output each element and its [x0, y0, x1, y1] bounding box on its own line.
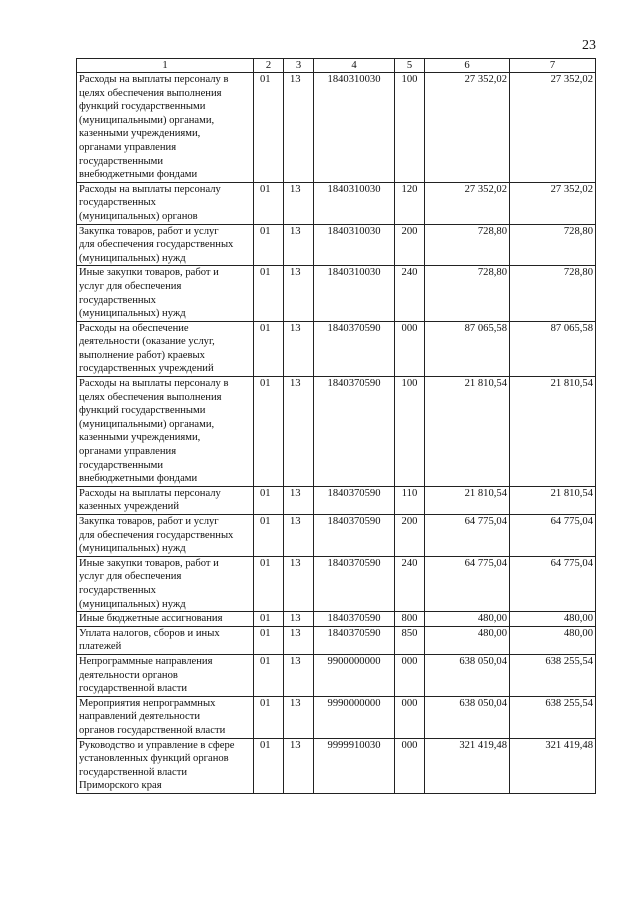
row-name	[77, 626, 254, 654]
row-name-line: функций государственными	[79, 405, 206, 417]
subsection-code: 13	[284, 556, 314, 611]
section-code: 01	[254, 266, 284, 321]
table-row	[77, 515, 596, 557]
row-name-line: (муниципальных) нужд	[79, 308, 186, 320]
subsection-code: 13	[284, 266, 314, 321]
header-col-7: 7	[510, 59, 596, 73]
row-name	[77, 377, 254, 487]
section-code: 01	[254, 654, 284, 696]
table-row	[77, 266, 596, 321]
row-name	[77, 654, 254, 696]
amount-col-7: 27 352,02	[510, 182, 596, 224]
amount-col-7: 638 255,54	[510, 696, 596, 738]
subsection-code: 13	[284, 738, 314, 793]
section-code: 01	[254, 738, 284, 793]
amount-col-7: 728,80	[510, 224, 596, 266]
subsection-code: 13	[284, 377, 314, 487]
expense-type-code: 200	[395, 224, 425, 266]
row-name-line: установленных функций органов	[79, 753, 229, 765]
target-article-code: 1840310030	[314, 224, 395, 266]
row-name	[77, 321, 254, 376]
header-col-4: 4	[314, 59, 395, 73]
subsection-code: 13	[284, 654, 314, 696]
section-code: 01	[254, 321, 284, 376]
section-code: 01	[254, 696, 284, 738]
expense-type-code: 120	[395, 182, 425, 224]
amount-col-7: 21 810,54	[510, 377, 596, 487]
section-code: 01	[254, 377, 284, 487]
amount-col-6: 638 050,04	[425, 696, 510, 738]
amount-col-6: 728,80	[425, 224, 510, 266]
target-article-code: 1840370590	[314, 321, 395, 376]
header-col-2: 2	[254, 59, 284, 73]
table-row	[77, 73, 596, 183]
amount-col-6: 21 810,54	[425, 377, 510, 487]
row-name	[77, 266, 254, 321]
table-row	[77, 182, 596, 224]
amount-col-6: 480,00	[425, 626, 510, 654]
table-row	[77, 377, 596, 487]
amount-col-7: 64 775,04	[510, 556, 596, 611]
subsection-code: 13	[284, 73, 314, 183]
row-name	[77, 224, 254, 266]
table-row	[77, 696, 596, 738]
subsection-code: 13	[284, 612, 314, 627]
target-article-code: 1840370590	[314, 626, 395, 654]
amount-col-7: 480,00	[510, 626, 596, 654]
expense-type-code: 850	[395, 626, 425, 654]
amount-col-6: 27 352,02	[425, 73, 510, 183]
amount-col-7: 321 419,48	[510, 738, 596, 793]
section-code: 01	[254, 612, 284, 627]
row-name-line: (муниципальных) нужд	[79, 543, 186, 555]
expense-type-code: 000	[395, 696, 425, 738]
header-row	[77, 59, 596, 73]
expense-type-code: 800	[395, 612, 425, 627]
row-name-line: Мероприятия непрограммных	[79, 697, 216, 709]
row-name-line: Расходы на выплаты персоналу	[79, 487, 221, 499]
target-article-code: 9990000000	[314, 696, 395, 738]
table-row	[77, 556, 596, 611]
amount-col-7: 638 255,54	[510, 654, 596, 696]
row-name-line: для обеспечения государственных	[79, 529, 234, 541]
subsection-code: 13	[284, 626, 314, 654]
row-name-line: для обеспечения государственных	[79, 239, 234, 251]
row-name	[77, 515, 254, 557]
subsection-code: 13	[284, 182, 314, 224]
row-name-line: направлений деятельности	[79, 711, 201, 723]
row-name-line: Закупка товаров, работ и услуг	[79, 225, 219, 237]
row-name-line: государственной власти	[79, 683, 188, 695]
row-name-line: (муниципальными) органами,	[79, 114, 215, 126]
target-article-code: 1840370590	[314, 515, 395, 557]
row-name-line: Расходы на обеспечение	[79, 322, 189, 334]
target-article-code: 1840370590	[314, 612, 395, 627]
amount-col-7: 728,80	[510, 266, 596, 321]
row-name-line: услуг для обеспечения	[79, 571, 182, 583]
row-name-line: Уплата налогов, сборов и иных	[79, 627, 220, 639]
amount-col-7: 27 352,02	[510, 73, 596, 183]
row-name-line: деятельности (оказание услуг,	[79, 336, 215, 348]
target-article-code: 1840310030	[314, 266, 395, 321]
table-row	[77, 626, 596, 654]
table-row	[77, 321, 596, 376]
expense-type-code: 000	[395, 738, 425, 793]
subsection-code: 13	[284, 486, 314, 514]
page-number: 23	[582, 38, 596, 53]
row-name-line: (муниципальных) нужд	[79, 598, 186, 610]
section-code: 01	[254, 486, 284, 514]
row-name-line: государственных учреждений	[79, 363, 214, 375]
expense-type-code: 000	[395, 321, 425, 376]
target-article-code: 1840310030	[314, 182, 395, 224]
row-name	[77, 486, 254, 514]
row-name-line: Непрограммные направления	[79, 655, 213, 667]
table-body	[77, 73, 596, 794]
target-article-code: 1840310030	[314, 73, 395, 183]
row-name	[77, 612, 254, 627]
table-row	[77, 654, 596, 696]
header-col-3: 3	[284, 59, 314, 73]
subsection-code: 13	[284, 515, 314, 557]
row-name-line: органов государственной власти	[79, 724, 226, 736]
row-name	[77, 73, 254, 183]
section-code: 01	[254, 182, 284, 224]
amount-col-6: 27 352,02	[425, 182, 510, 224]
row-name-line: деятельности органов	[79, 669, 178, 681]
row-name-line: целях обеспечения выполнения	[79, 87, 222, 99]
section-code: 01	[254, 556, 284, 611]
row-name-line: государственными	[79, 155, 164, 167]
row-name-line: казенными учреждениями,	[79, 128, 201, 140]
table-row	[77, 224, 596, 266]
amount-col-6: 21 810,54	[425, 486, 510, 514]
expense-type-code: 100	[395, 73, 425, 183]
row-name-line: Расходы на выплаты персоналу в	[79, 378, 229, 390]
expense-type-code: 240	[395, 556, 425, 611]
row-name-line: органами управления	[79, 446, 177, 458]
row-name-line: платежей	[79, 641, 122, 653]
section-code: 01	[254, 515, 284, 557]
section-code: 01	[254, 224, 284, 266]
target-article-code: 1840370590	[314, 377, 395, 487]
target-article-code: 1840370590	[314, 486, 395, 514]
amount-col-7: 64 775,04	[510, 515, 596, 557]
section-code: 01	[254, 73, 284, 183]
expense-type-code: 110	[395, 486, 425, 514]
row-name-line: Закупка товаров, работ и услуг	[79, 516, 219, 527]
subsection-code: 13	[284, 321, 314, 376]
row-name-line: Расходы на выплаты персоналу	[79, 183, 221, 195]
table-row	[77, 612, 596, 627]
subsection-code: 13	[284, 696, 314, 738]
row-name-line: (муниципальными) органами,	[79, 418, 215, 430]
header-col-1: 1	[77, 59, 254, 73]
row-name-line: (муниципальных) органов	[79, 210, 198, 222]
amount-col-7: 21 810,54	[510, 486, 596, 514]
row-name	[77, 738, 254, 793]
header-col-5: 5	[395, 59, 425, 73]
row-name-line: государственных	[79, 294, 156, 306]
row-name-line: государственных	[79, 584, 156, 596]
row-name-line: внебюджетными фондами	[79, 169, 198, 181]
table-row	[77, 486, 596, 514]
amount-col-6: 638 050,04	[425, 654, 510, 696]
row-name-line: Руководство и управление в сфере	[79, 739, 235, 751]
row-name-line: Приморского края	[79, 780, 162, 792]
row-name-line: государственными	[79, 459, 164, 471]
amount-col-7: 87 065,58	[510, 321, 596, 376]
subsection-code: 13	[284, 224, 314, 266]
row-name-line: Иные бюджетные ассигнования	[79, 613, 223, 625]
amount-col-6: 64 775,04	[425, 556, 510, 611]
row-name-line: казенных учреждений	[79, 501, 180, 513]
amount-col-6: 321 419,48	[425, 738, 510, 793]
budget-table	[76, 58, 596, 794]
row-name-line: государственной власти	[79, 766, 188, 778]
amount-col-6: 87 065,58	[425, 321, 510, 376]
header-col-6: 6	[425, 59, 510, 73]
expense-type-code: 100	[395, 377, 425, 487]
row-name-line: функций государственными	[79, 101, 206, 113]
row-name	[77, 696, 254, 738]
row-name-line: целях обеспечения выполнения	[79, 391, 222, 403]
expense-type-code: 200	[395, 515, 425, 557]
row-name-line: внебюджетными фондами	[79, 473, 198, 485]
row-name-line: (муниципальных) нужд	[79, 252, 186, 264]
target-article-code: 9999910030	[314, 738, 395, 793]
row-name-line: государственных	[79, 197, 156, 209]
table-row	[77, 738, 596, 793]
row-name-line: Расходы на выплаты персоналу в	[79, 74, 229, 85]
row-name-line: выполнение работ) краевых	[79, 349, 205, 361]
amount-col-6: 728,80	[425, 266, 510, 321]
amount-col-6: 480,00	[425, 612, 510, 627]
section-code: 01	[254, 626, 284, 654]
row-name-line: казенными учреждениями,	[79, 432, 201, 444]
row-name-line: Иные закупки товаров, работ и	[79, 267, 219, 279]
row-name-line: услуг для обеспечения	[79, 280, 182, 292]
target-article-code: 9900000000	[314, 654, 395, 696]
amount-col-7: 480,00	[510, 612, 596, 627]
amount-col-6: 64 775,04	[425, 515, 510, 557]
row-name-line: Иные закупки товаров, работ и	[79, 557, 219, 569]
row-name	[77, 556, 254, 611]
expense-type-code: 240	[395, 266, 425, 321]
target-article-code: 1840370590	[314, 556, 395, 611]
row-name-line: органами управления	[79, 141, 177, 153]
row-name	[77, 182, 254, 224]
expense-type-code: 000	[395, 654, 425, 696]
